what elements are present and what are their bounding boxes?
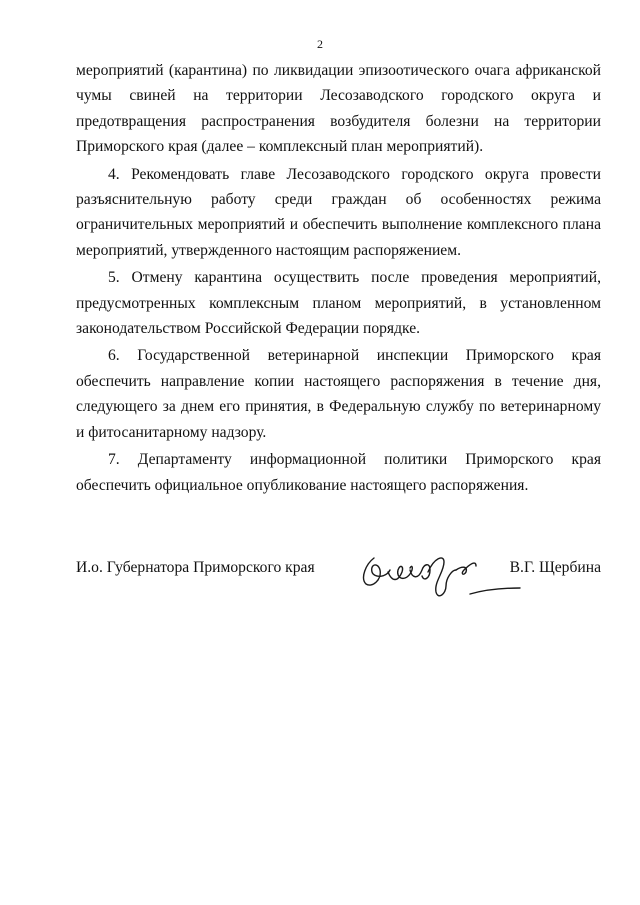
signature-block	[76, 548, 601, 608]
document-body	[76, 58, 601, 500]
paragraph-item-5: 5. Отмену карантина осуществить после проведения мероприятий, предусмотренных комплексным планом мероприятий, в установленном законодательством Российской Федерации порядке.	[76, 269, 601, 338]
paragraph-item-4: 4. Рекомендовать главе Лесозаводского городского округа провести разъяснительную работу среди граждан об особенностях режима ограничительных мероприятий и обеспечить выполнение комплексного плана мероприятий, утвержденного настоящим распоряжением.	[76, 165, 601, 259]
signature-strokes	[364, 558, 520, 596]
handwritten-signature	[352, 548, 527, 606]
signer-name: В.Г. Щербина	[509, 559, 601, 576]
page-number: 2	[317, 37, 323, 51]
paragraph-continuation: мероприятий (карантина) по ликвидации эпизоотического очага африканской чумы свиней на территории Лесозаводского городского округа и предотвращения распространения возбудителя болезни на территории Приморского края (далее – комплексный план мероприятий).	[76, 62, 601, 156]
signer-title: И.о. Губернатора Приморского края	[76, 559, 315, 576]
paragraph-item-6: 6. Государственной ветеринарной инспекции Приморского края обеспечить направление копии настоящего распоряжения в течение дня, следующего за днем его принятия, в Федеральную службу по ветеринарному и фитосанитарному надзору.	[76, 347, 601, 441]
paragraph-item-7: 7. Департаменту информационной политики Приморского края обеспечить официальное опубликование настоящего распоряжения.	[76, 451, 601, 494]
